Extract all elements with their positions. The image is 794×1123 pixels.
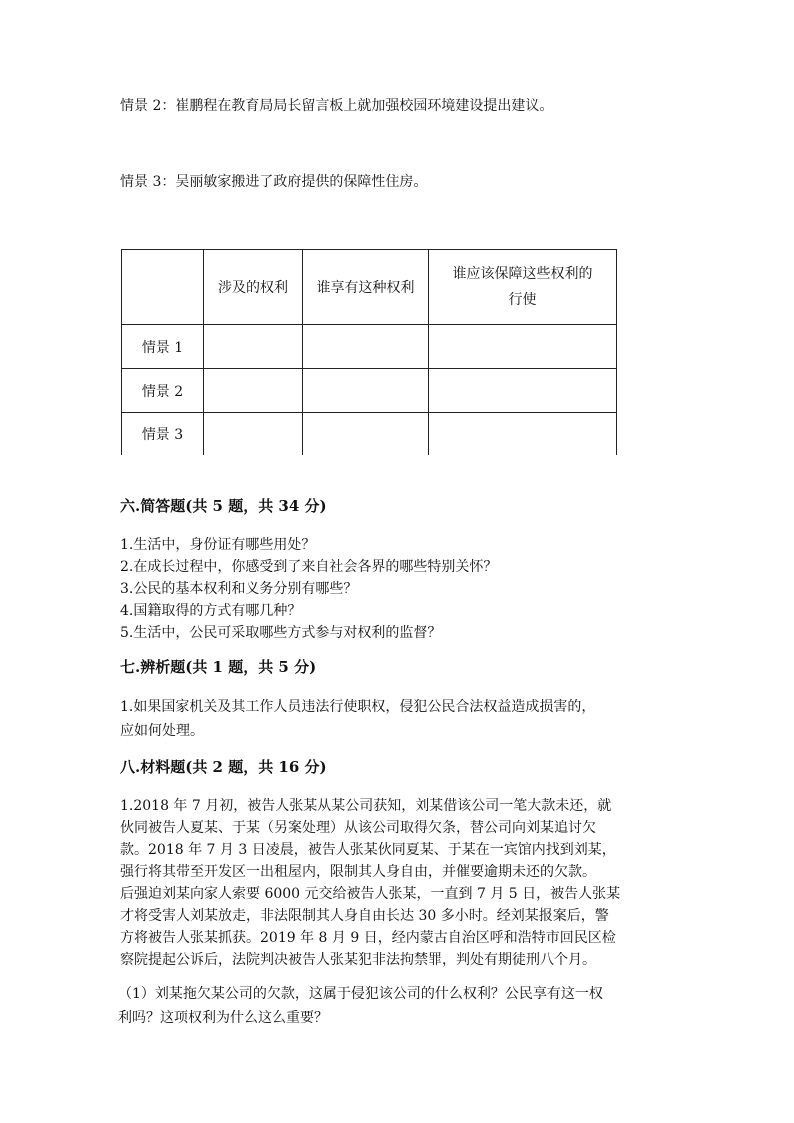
table-header-guarantor-line1: 谁应该保障这些权利的 <box>452 266 593 282</box>
table-cell <box>204 413 303 456</box>
list-item: 4.国籍取得的方式有哪几种？ <box>120 603 302 619</box>
material-line: 款。2018 年 7 月 3 日凌晨，被告人张某伙同夏某、于某在一宾馆内找到刘某， <box>120 842 616 858</box>
table-header-rights: 涉及的权利 <box>204 250 303 325</box>
table-cell <box>303 325 429 369</box>
section-8-question-1 <box>118 982 638 1030</box>
table-cell <box>429 413 617 456</box>
rights-table <box>121 249 617 455</box>
table-row <box>122 413 617 456</box>
table-row <box>122 369 617 413</box>
section-7-question <box>120 695 640 743</box>
material-line: 察院提起公诉后，法院判决被告人张某犯非法拘禁罪，判处有期徒刑八个月。 <box>120 952 596 968</box>
table-row <box>122 325 617 369</box>
table-header-guarantor <box>429 250 617 325</box>
table-row-label: 情景 1 <box>122 325 204 369</box>
section-8-title: 八.材料题(共 2 题，共 16 分) <box>120 758 327 776</box>
question-line: 1.如果国家机关及其工作人员违法行使职权，侵犯公民合法权益造成损害的， <box>120 699 596 715</box>
list-item: 1.生活中，身份证有哪些用处？ <box>120 537 316 553</box>
material-line: 后强迫刘某向家人索要 6000 元交给被告人张某，一直到 7 月 5 日，被告人张某 <box>120 886 621 902</box>
material-line: 伙同被告人夏某、于某（另案处理）从该公司取得欠条，替公司向刘某追讨欠 <box>120 820 596 836</box>
table-cell <box>303 413 429 456</box>
question-line: 应如何处理。 <box>120 723 204 739</box>
table-header-empty <box>122 250 204 325</box>
table-header-row <box>122 250 617 325</box>
list-item: 2.在成长过程中，你感受到了来自社会各界的哪些特别关怀？ <box>120 559 498 575</box>
table-cell <box>429 369 617 413</box>
scenario-2-text: 情景 2：崔鹏程在教育局局长留言板上就加强校园环境建设提出建议。 <box>120 98 554 114</box>
table-cell <box>429 325 617 369</box>
list-item: 5.生活中，公民可采取哪些方式参与对权利的监督？ <box>120 625 442 641</box>
question-line: 利吗？这项权利为什么这么重要？ <box>118 1010 328 1026</box>
scenario-3-text: 情景 3：吴丽敏家搬进了政府提供的保障性住房。 <box>120 174 428 190</box>
material-line: 方将被告人张某抓获。2019 年 8 月 9 日，经内蒙古自治区呼和浩特市回民区检 <box>120 930 616 946</box>
section-6-questions <box>120 534 640 644</box>
table-row-label: 情景 3 <box>122 413 204 456</box>
table-header-guarantor-line2: 行使 <box>508 292 537 308</box>
section-7-title: 七.辨析题(共 1 题，共 5 分) <box>120 658 317 676</box>
table-row-label: 情景 2 <box>122 369 204 413</box>
table-cell <box>204 325 303 369</box>
section-6-title: 六.简答题(共 5 题，共 34 分) <box>120 497 327 515</box>
material-line: 1.2018 年 7 月初，被告人张某从某公司获知，刘某借该公司一笔大款未还，就 <box>120 798 612 814</box>
question-line: （1）刘某拖欠某公司的欠款，这属于侵犯该公司的什么权利？公民享有这一权 <box>118 986 603 1002</box>
list-item: 3.公民的基本权利和义务分别有哪些？ <box>120 581 358 597</box>
material-line: 才将受害人刘某放走，非法限制其人身自由长达 30 多小时。经刘某报案后，警 <box>120 908 609 924</box>
table-header-holder: 谁享有这种权利 <box>303 250 429 325</box>
table-cell <box>303 369 429 413</box>
section-8-material <box>120 795 640 971</box>
material-line: 强行将其带至开发区一出租屋内，限制其人身自由，并催要逾期未还的欠款。 <box>120 864 596 880</box>
table-cell <box>204 369 303 413</box>
